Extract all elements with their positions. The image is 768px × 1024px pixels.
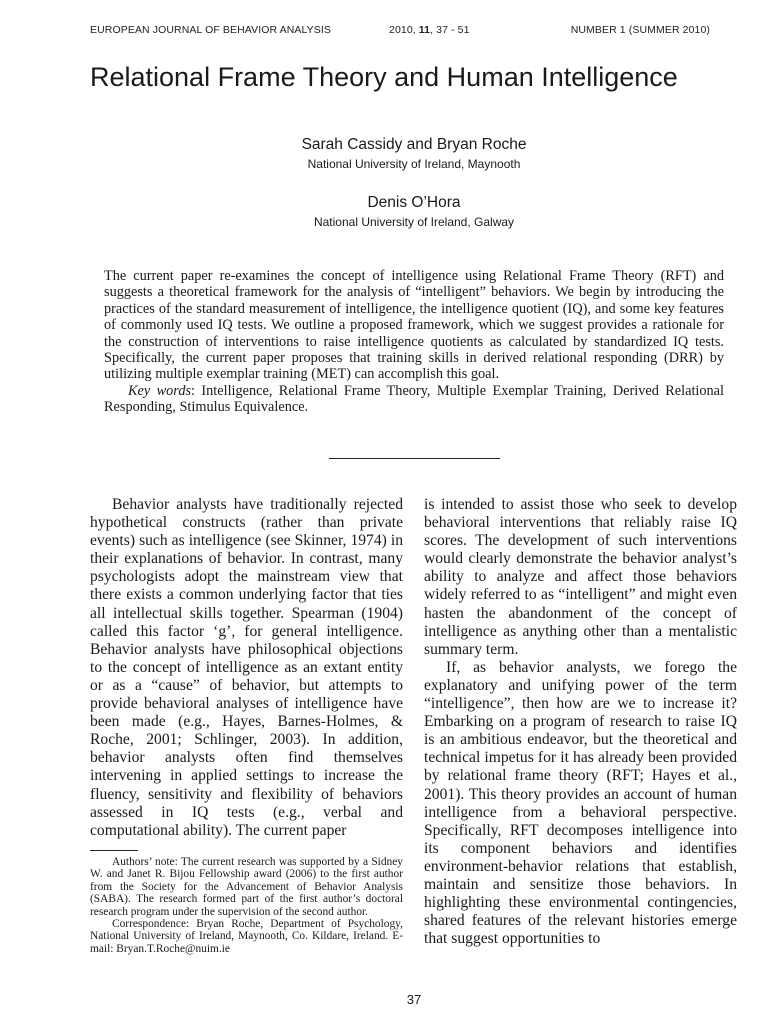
abstract-text: The current paper re-examines the concept of intelligence using Relational Frame Theory (RFT) and suggests a theoretical framework for the analysis of “intelligent” behaviors. We begin by introducing the practices of the standard measurement of intelligence, the intelligence quotient (IQ), and some key features of commonly used IQ tests. We outline a proposed framework, which we suggest provides a rationale for the construction of interventions to raise intelligence quotients as calculated by standardized IQ tests. Specifically, the current paper proposes that training skills in derived relational responding (DRR) by utilizing multiple exemplar training (MET) can accomplish this goal. xyxy=(104,268,724,383)
author-names-2: Denis O’Hora xyxy=(367,194,461,211)
citation-year: 2010, xyxy=(389,24,419,36)
authors-note: Authors’ note: The current research was supported by a Sidney W. and Janet R. Bijou Fellowship award (2006) to the first author from the Society for the Advancement of Behavior Analysis (SABA). The research formed part of the first author’s doctoral research program under the supervision of the second author. xyxy=(90,856,403,918)
journal-name: EUROPEAN JOURNAL OF BEHAVIOR ANALYSIS xyxy=(90,24,331,36)
body-paragraph: is intended to assist those who seek to develop behavioral interventions that reliably raise IQ scores. The development of such interventions would clearly demonstrate the behavior analyst’s ability to analyze and affect those behaviors widely referred to as “intelligent” and might even hasten the abandonment of the concept of intelligence as anything other than a mentalistic summary term. xyxy=(424,496,737,658)
citation-volume: 11 xyxy=(418,24,431,36)
keywords-list: : Intelligence, Relational Frame Theory, Multiple Exemplar Training, Derived Relational Responding, Stimulus Equivalence. xyxy=(104,382,725,416)
abstract xyxy=(104,268,724,416)
author-names-1: Sarah Cassidy and Bryan Roche xyxy=(301,136,527,153)
keywords xyxy=(104,383,724,416)
footnote xyxy=(90,856,403,955)
author-affiliation-2: National University of Ireland, Galway xyxy=(313,215,515,229)
author-affiliation-1: National University of Ireland, Maynooth xyxy=(307,157,521,171)
correspondence: Correspondence: Bryan Roche, Department of Psychology, National University of Ireland, Maynooth, Co. Kildare, Ireland. E-mail: Bryan.T.Roche@nuim.ie xyxy=(90,918,403,955)
footnote-rule xyxy=(90,850,138,851)
body-paragraph: If, as behavior analysts, we forego the explanatory and unifying power of the term “intelligence”, then how are we to increase it? Embarking on a program of research to raise IQ is an ambitious endeavor, but the theoretical and technical impetus for it has already been provided by relational frame theory (RFT; Hayes et al., 2001). This theory provides an account of human intelligence from a behavioral perspective. Specifically, RFT decomposes intelligence into its component behaviors and identifies environment-behavior relations that establish, maintain and sensitize those behaviors. In highlighting these environmental contingencies, shared features of the relevant histories emerge that suggest opportunities to xyxy=(424,658,737,948)
body-column-right xyxy=(424,496,737,948)
issue-label: NUMBER 1 (SUMMER 2010) xyxy=(570,24,710,36)
citation-pages: , 37 - 51 xyxy=(430,24,470,36)
citation xyxy=(389,24,470,36)
running-head xyxy=(90,24,710,40)
body-column-left xyxy=(90,496,403,840)
keywords-label: Key words xyxy=(128,382,192,399)
paper-title: Relational Frame Theory and Human Intelligence xyxy=(90,62,678,92)
section-divider xyxy=(329,458,500,459)
page-number: 37 xyxy=(406,992,422,1007)
body-paragraph: Behavior analysts have traditionally rejected hypothetical constructs (rather than private events) such as intelligence (see Skinner, 1974) in their explanations of behavior. In contrast, many psychologists adopt the mainstream view that there exists a common underlying factor that ties all intellectual skills together. Spearman (1904) called this factor ‘g’, for general intelligence. Behavior analysts have philosophical objections to the concept of intelligence as an extant entity or as a “cause” of behavior, but attempts to provide behavioral analyses of intelligence have been made (e.g., Hayes, Barnes-Holmes, & Roche, 2001; Schlinger, 2003). In addition, behavior analysts often find themselves intervening in applied settings to increase the fluency, sensitivity and flexibility of behaviors assessed in IQ tests (e.g., verbal and computational ability). The current paper xyxy=(90,496,403,839)
